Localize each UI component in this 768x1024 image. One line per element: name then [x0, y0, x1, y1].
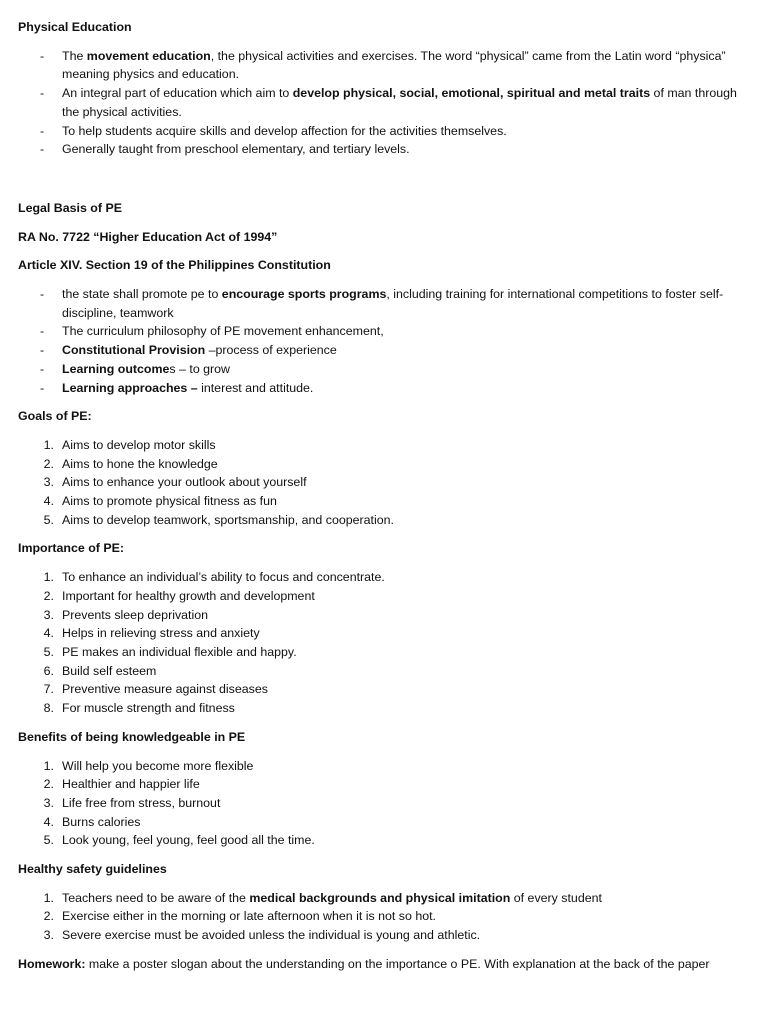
dash-bullet: -: [40, 48, 45, 63]
item-number: 4.: [43, 814, 54, 829]
item-text: Exercise either in the morning or late afternoon when it is not so hot.: [62, 909, 436, 924]
item-number: 4.: [43, 626, 54, 641]
item-number: 3.: [43, 795, 54, 810]
list-item: [18, 285, 748, 322]
item-text: The curriculum philosophy of PE movement enhancement,: [62, 324, 384, 339]
importance-list: [18, 568, 748, 718]
pe-definition-list: [18, 47, 748, 159]
list-item: [18, 322, 748, 341]
list-item: [18, 775, 748, 794]
item-number: 2.: [43, 456, 54, 471]
dash-bullet: -: [40, 361, 45, 376]
item-text: For muscle strength and fitness: [62, 701, 235, 716]
list-item: [18, 680, 748, 699]
item-text: PE makes an individual flexible and happy.: [62, 644, 297, 659]
benefits-list: [18, 757, 748, 851]
list-item: [18, 511, 748, 530]
list-item: [18, 568, 748, 587]
item-text: of man through the physical activities.: [62, 86, 737, 119]
item-text: Aims to develop teamwork, sportsmanship, and cooperation.: [62, 512, 394, 527]
item-text: The: [62, 48, 87, 63]
list-item: [18, 587, 748, 606]
item-bold-text: Learning approaches –: [62, 380, 198, 395]
item-text: of every student: [510, 890, 602, 905]
item-number: 5.: [43, 512, 54, 527]
item-number: 5.: [43, 644, 54, 659]
item-number: 5.: [43, 833, 54, 848]
item-number: 3.: [43, 475, 54, 490]
item-number: 1.: [43, 758, 54, 773]
list-item: [18, 360, 748, 379]
item-number: 2.: [43, 909, 54, 924]
list-item: [18, 794, 748, 813]
item-text: Preventive measure against diseases: [62, 682, 268, 697]
item-text: Build self esteem: [62, 663, 157, 678]
item-number: 3.: [43, 928, 54, 943]
list-item: [18, 47, 748, 84]
item-number: 8.: [43, 701, 54, 716]
homework-note: [18, 955, 748, 974]
section-title-physical-education: Physical Education: [18, 20, 132, 34]
list-item: [18, 757, 748, 776]
list-item: [18, 699, 748, 718]
item-bold-text: Constitutional Provision: [62, 343, 206, 358]
item-number: 1.: [43, 437, 54, 452]
section-title-safety-guidelines: Healthy safety guidelines: [18, 862, 167, 877]
legal-basis-list: [18, 285, 748, 397]
item-number: 1.: [43, 570, 54, 585]
item-text: s – to grow: [169, 361, 231, 376]
dash-bullet: -: [40, 343, 45, 358]
item-number: 1.: [43, 890, 54, 905]
item-text: Aims to promote physical fitness as fun: [62, 494, 277, 509]
item-number: 6.: [43, 663, 54, 678]
item-text: Aims to enhance your outlook about yourself: [62, 475, 307, 490]
list-item: [18, 624, 748, 643]
list-item: [18, 889, 748, 908]
list-item: [18, 492, 748, 511]
item-text: interest and attitude.: [197, 380, 314, 395]
dash-bullet: -: [40, 142, 45, 157]
list-item: [18, 455, 748, 474]
item-number: 7.: [43, 682, 54, 697]
item-number: 2.: [43, 588, 54, 603]
section-title-legal-basis: Legal Basis of PE: [18, 200, 122, 215]
item-number: 3.: [43, 607, 54, 622]
item-text: To help students acquire skills and develop affection for the activities themselves.: [62, 123, 507, 138]
item-text: Important for healthy growth and development: [62, 588, 315, 603]
item-text: , the physical activities and exercises. The word “physical” came from the Latin word “physica” meaning physics and education.: [62, 48, 726, 82]
list-item: [18, 84, 748, 121]
section-title-goals: Goals of PE:: [18, 409, 92, 424]
homework-label: Homework:: [18, 956, 86, 971]
item-text: Generally taught from preschool elementary, and tertiary levels.: [62, 142, 410, 157]
item-text: To enhance an individual’s ability to focus and concentrate.: [62, 570, 385, 585]
item-text: Will help you become more flexible: [62, 758, 254, 773]
item-text: , including training for international competitions to foster self-discipline, teamwork: [62, 287, 724, 320]
item-text: Teachers need to be aware of the: [62, 890, 250, 905]
dash-bullet: -: [40, 324, 45, 339]
list-item: [18, 122, 748, 141]
dash-bullet: -: [40, 86, 45, 101]
item-text: An integral part of education which aim to: [62, 86, 293, 101]
safety-list: [18, 889, 748, 945]
section-title-importance: Importance of PE:: [18, 541, 125, 556]
item-text: Severe exercise must be avoided unless the individual is young and athletic.: [62, 928, 481, 943]
list-item: [18, 662, 748, 681]
list-item: [18, 813, 748, 832]
item-bold-text: medical backgrounds and physical imitation: [249, 890, 511, 905]
item-text: the state shall promote pe to: [62, 287, 222, 302]
dash-bullet: -: [40, 380, 45, 395]
list-item: [18, 140, 748, 159]
section-title-benefits: Benefits of being knowledgeable in PE: [18, 729, 246, 744]
list-item: [18, 606, 748, 625]
item-text: Helps in relieving stress and anxiety: [62, 626, 260, 641]
item-bold-text: develop physical, social, emotional, spiritual and metal traits: [292, 86, 651, 101]
list-item: [18, 436, 748, 455]
article-reference: Article XIV. Section 19 of the Philippines Constitution: [18, 258, 331, 273]
item-bold-text: encourage sports programs: [221, 287, 387, 302]
list-item: [18, 473, 748, 492]
item-text: Burns calories: [62, 814, 141, 829]
item-text: Look young, feel young, feel good all the time.: [62, 833, 315, 848]
document-page: [18, 18, 748, 974]
homework-text: make a poster slogan about the understanding on the importance o PE. With explanation at the back of the paper: [85, 956, 710, 971]
item-text: Aims to develop motor skills: [62, 437, 216, 452]
item-text: –process of experience: [205, 343, 337, 358]
list-item: [18, 907, 748, 926]
dash-bullet: -: [40, 123, 45, 138]
item-number: 2.: [43, 777, 54, 792]
ra-reference: RA No. 7722 “Higher Education Act of 1994”: [18, 229, 278, 244]
item-bold-text: Learning outcome: [62, 361, 170, 376]
list-item: [18, 831, 748, 850]
item-number: 4.: [43, 494, 54, 509]
item-text: Aims to hone the knowledge: [62, 456, 218, 471]
list-item: [18, 379, 748, 398]
list-item: [18, 926, 748, 945]
item-text: Life free from stress, burnout: [62, 795, 221, 810]
item-text: Prevents sleep deprivation: [62, 607, 209, 622]
item-text: Healthier and happier life: [62, 777, 200, 792]
dash-bullet: -: [40, 287, 45, 302]
list-item: [18, 341, 748, 360]
item-bold-text: movement education: [86, 48, 211, 63]
list-item: [18, 643, 748, 662]
goals-list: [18, 436, 748, 530]
